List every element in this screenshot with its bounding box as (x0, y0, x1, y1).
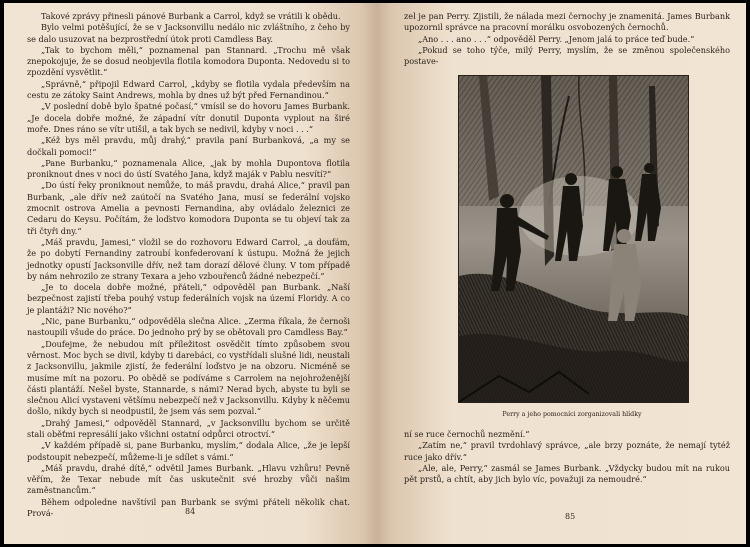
paragraph: „V poslední době bylo špatné počasí,“ vmísil se do hovoru James Burbank. „Je docela dobře možné, že západní vítr donutil Duponta vyplout na širé moře. Dnes ráno se vítr utišil, a tak bych se nedivil, kdyby v noci . . .“ (27, 101, 350, 134)
illustration-caption: Perry a jeho pomocníci zorganizovali hlídky (502, 411, 642, 418)
paragraph: „Správně,“ připojil Edward Carrol, „kdyby se flotila vydala především na cestu ze zátoky Saint Andrews, mohla by dnes už být před Fernandinou.“ (27, 78, 350, 101)
right-page-text-bottom (404, 429, 730, 485)
left-page (4, 3, 377, 544)
paragraph: „Ano . . . ano . . .“ odpověděl Perry. „Jenom jalá to práce teď bude.“ (418, 33, 695, 44)
left-page-text (27, 11, 350, 519)
paragraph: „Kéž bys měl pravdu, můj drahý,“ pravila paní Burbanková, „a my se dočkali pomoci!“ (27, 135, 350, 157)
paragraph: „Pokud se toho týče, milý Perry, myslím, že se změnou společenského postave- (404, 44, 730, 67)
paragraph: „Drahý Jamesi,“ odpověděl Stannard, „v Jacksonvillu bychom se určitě stali oběťmi represálií jako všichni ostatní odpůrci otroctví.“ (27, 417, 350, 439)
paragraph: „Máš pravdu, drahé dítě,“ odvětil James Burbank. „Hlavu vzhůru! Pevně věřím, že Texar nebude mít čas uskutečnit své hrozby vůči našim zaměstnancům.“ (27, 462, 350, 496)
paragraph: „Máš pravdu, Jamesi,“ vložil se do rozhovoru Edward Carrol, „a doufám, že po dobytí Fernandiny zatroubí konfederovaní k ústupu. Možná že jejich jednotky opustí Jacksonville dřív, než tam dorazí dělové čluny. V tom případě by nám nehrozilo ze strany Texara a jeho vzbouřenců žádné nebezpečí.“ (27, 236, 350, 281)
paragraph: „Zatím ne,“ pravil tvrdohlavý správce, „ale brzy poznáte, že nemají tytéž ruce jako dřív.“ (404, 440, 730, 462)
paragraph: Takové zprávy přinesli pánové Burbank a Carrol, když se vrátili k obědu. (41, 11, 341, 21)
paragraph: Bylo velmi potěšující, že se v Jacksonvillu nedálo nic zvláštního, z čeho by se dalo usuzovat na bezprostřední útok proti Camdless Bay. (27, 22, 350, 44)
paragraph: „Ale, ale, Perry,“ zasmál se James Burbank. „Vždycky budou mít na rukou pět prstů, a chtít, aby jich bylo víc, považuji za nemoudré.“ (404, 462, 730, 485)
right-page-text-top (404, 11, 730, 67)
page-number: 84 (185, 507, 196, 516)
paragraph: zel je pan Perry. Zjistili, že nálada mezi černochy je znamenitá. James Burbank upozornil správce na pracovní morálku osvobozených černochů. (404, 11, 730, 33)
paragraph: „Pane Burbanku,“ poznamenala Alice, „jak by mohla Dupontova flotila proniknout dnes v noci do ústí Svatého Jana, když maják v Pablu nesvítí?“ (27, 157, 350, 180)
paragraph: „Doufejme, že nebudou mít příležitost osvědčit tímto způsobem svou věrnost. Moc bych se divil, kdyby ti darebáci, co vystřídali slušné lidi, neustali z Jacksonvillu, jakmile zjistí, že federální loďstvo je na obzoru. Nicméně se musíme mít na pozoru. Po obědě se podíváme s Carrolem na nejohroženější části plantáží. Nešel byste, Stannarde, s námi? Nerad bych, abyste tu byli se slečnou Alicí vystaveni většímu nebezpečí než v Jacksonvillu. Kdyby k něčemu došlo, nikdy bych si neodpustil, že jsem vás sem pozval.“ (27, 338, 350, 417)
paragraph: „Je to docela dobře možné, přáteli,“ odpověděl pan Burbank. „Naší bezpečnost zajistí třeba pouhý vstup federálních vojsk na území Floridy. A co je plantáži? Nic nového?“ (27, 282, 350, 315)
paragraph: „Tak to bychom měli,“ poznamenal pan Stannard. „Trochu mě však znepokojuje, že se dosud neobjevila flotila komodora Duponta. Nedovedu si to zpozdění vysvětlit.“ (27, 44, 350, 78)
engraving-illustration (458, 75, 689, 403)
paragraph: ní se ruce černochů nezmění.“ (404, 429, 530, 439)
paragraph: „V každém případě si, pane Burbanku, myslím,“ dodala Alice, „že je lepší podstoupit nebezpečí, můžeme-li je sdílet s vámi.“ (27, 440, 350, 462)
paragraph: „Nic, pane Burbanku,“ odpověděla slečna Alice. „Zerma říkala, že černoši nastoupili všude do práce. Do jednoho prý by se obětovali pro Camdless Bay.“ (27, 316, 350, 338)
paragraph: Během odpoledne navštívil pan Burbank se svými přáteli několik chat. Prová- (27, 496, 350, 519)
book-spread (4, 3, 746, 544)
paragraph: „Do ústí řeky proniknout nemůže, to máš pravdu, drahá Alice,“ pravil pan Burbank, „ale dřív než zaútočí na Svatého Jana, musí se federální vojsko zmocnit ostrova Amelia a pevnosti Fernandina, aby ovládalo železnici ze Cedaru do Keysu. Počítám, že loďstvo komodora Duponta se tu objeví tak za tři čtyři dny.“ (27, 180, 350, 236)
right-page (377, 3, 746, 544)
page-number: 85 (565, 512, 576, 521)
